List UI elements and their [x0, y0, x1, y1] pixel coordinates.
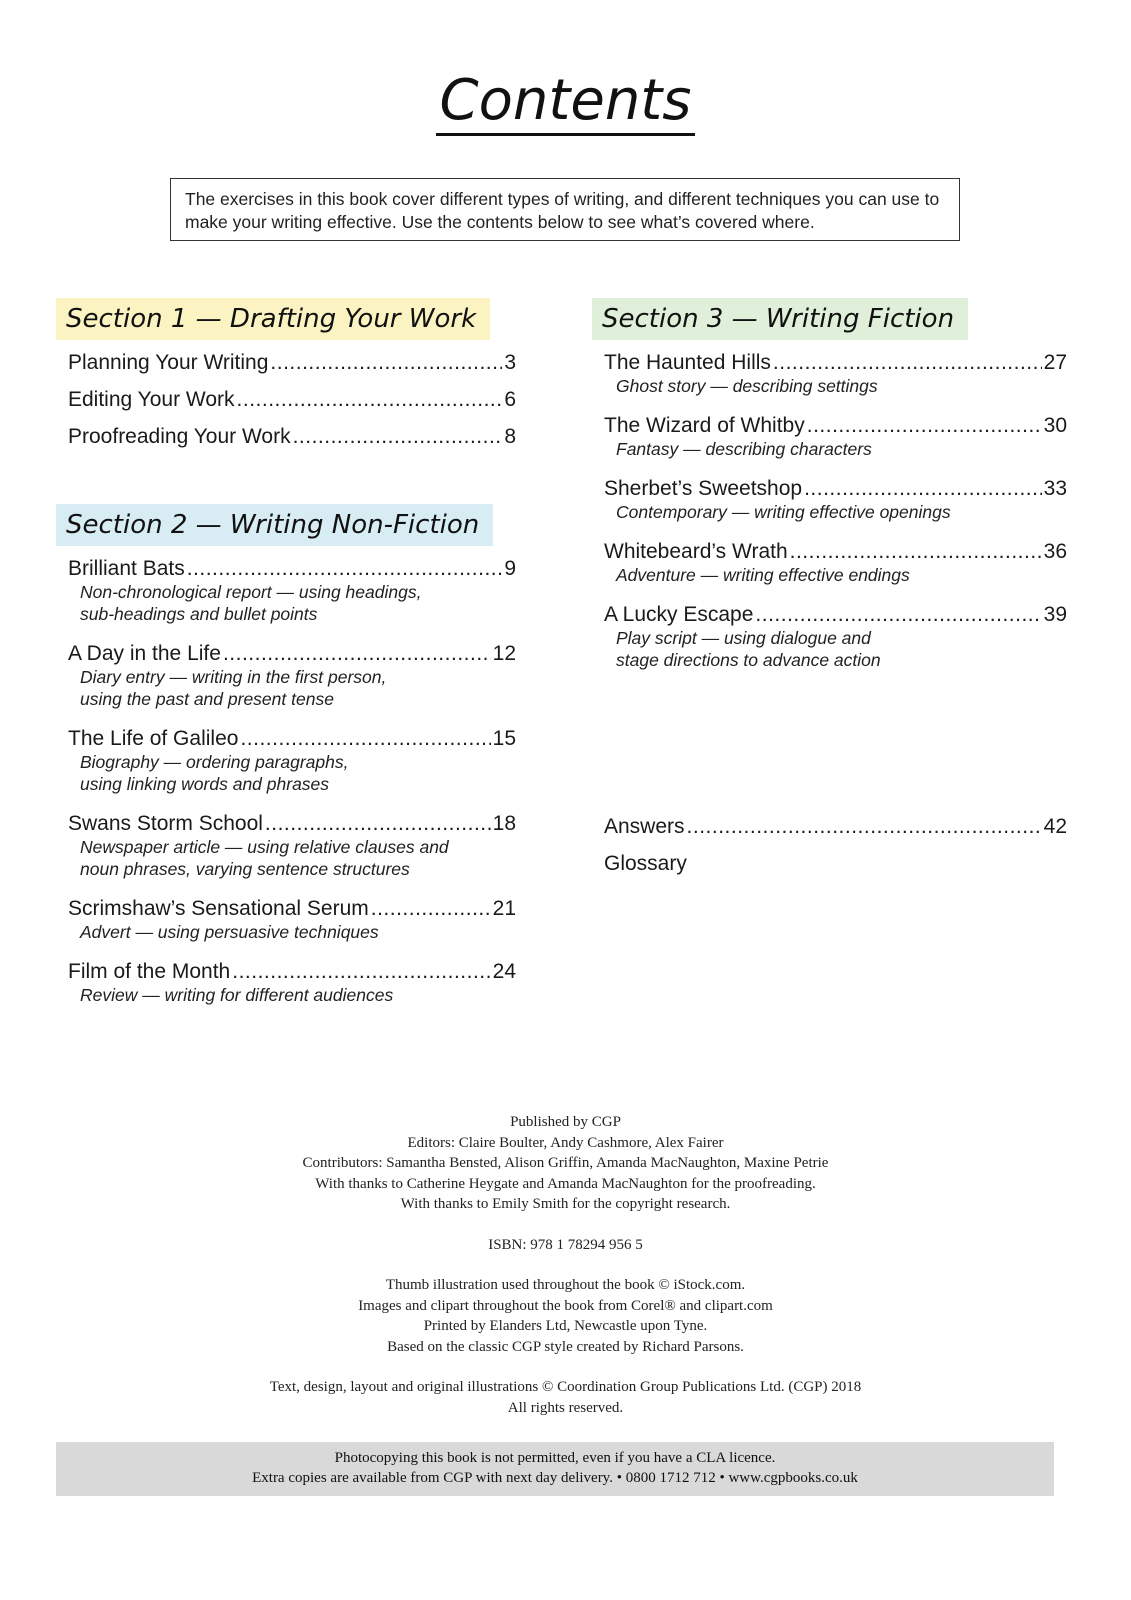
leader-dots — [371, 896, 491, 921]
credits — [0, 1112, 1131, 1418]
entry-description: stage directions to advance action — [616, 650, 881, 670]
toc-entry[interactable]: Whitebeard’s Wrath ..... 36 Adventure — writing effective endings — [604, 539, 1067, 586]
toc-entry[interactable]: The Life of Galileo ..... 15 Biography — ordering paragraphs, using linking words and phrases — [68, 726, 516, 795]
toc-entry[interactable]: A Day in the Life ..... 12 Diary entry — writing in the first person, using the past and present tense — [68, 641, 516, 710]
entry-description: Ghost story — describing settings — [616, 376, 878, 396]
entry-description: Newspaper article — using relative clauses and — [80, 837, 449, 857]
copyright: Text, design, layout and original illustrations © Coordination Group Publications Ltd. (CGP) 2018 — [269, 1379, 862, 1395]
isbn: ISBN: 978 1 78294 956 5 — [488, 1236, 643, 1253]
credit-line: With thanks to Emily Smith for the copyright research. — [400, 1196, 731, 1212]
credit-line: Editors: Claire Boulter, Andy Cashmore, Alex Fairer — [407, 1134, 724, 1151]
entry-description: using the past and present tense — [80, 689, 334, 709]
toc-entry[interactable]: Film of the Month ..... 24 Review — writing for different audiences — [68, 959, 516, 1006]
extras — [592, 814, 1067, 888]
section-3 — [592, 298, 1067, 687]
credit-line: Contributors: Samantha Bensted, Alison Griffin, Amanda MacNaughton, Maxine Petrie — [302, 1155, 829, 1171]
page-title: Contents — [0, 68, 1131, 133]
leader-dots — [265, 811, 491, 836]
entry-description: Diary entry — writing in the first person, — [80, 667, 387, 687]
section-3-heading: Section 3 — Writing Fiction — [592, 298, 968, 340]
entry-description: Adventure — writing effective endings — [616, 565, 910, 585]
leader-dots — [187, 556, 503, 581]
leader-dots — [807, 413, 1042, 438]
rights: All rights reserved. — [507, 1399, 624, 1416]
leader-dots — [293, 424, 503, 449]
credit-line: Based on the classic CGP style created by Richard Parsons. — [387, 1338, 744, 1355]
toc-entry[interactable]: Scrimshaw’s Sensational Serum ..... 21 Advert — using persuasive techniques — [68, 896, 516, 943]
toc-entry[interactable]: Brilliant Bats ..... 9 Non-chronological report — using headings, sub-headings and bullet points — [68, 556, 516, 625]
toc-entry[interactable]: The Haunted Hills ..... 27 Ghost story — describing settings — [604, 350, 1067, 397]
credit-line: Published by CGP — [510, 1114, 621, 1130]
toc-entry[interactable]: Swans Storm School ..... 18 Newspaper article — using relative clauses and noun phrases, varying sentence structures — [68, 811, 516, 880]
entry-description: Non-chronological report — using headings, — [80, 582, 422, 602]
credit-line: Printed by Elanders Ltd, Newcastle upon Tyne. — [423, 1318, 708, 1334]
entry-description: Review — writing for different audiences — [80, 985, 394, 1005]
entry-description: noun phrases, varying sentence structures — [80, 859, 410, 879]
footer-line: Photocopying this book is not permitted, even if you have a CLA licence. — [334, 1450, 776, 1466]
entry-description: using linking words and phrases — [80, 774, 330, 794]
toc-entry[interactable]: Sherbet’s Sweetshop ..... 33 Contemporary — writing effective openings — [604, 476, 1067, 523]
toc-entry[interactable]: Planning Your Writing ..... 3 — [68, 350, 516, 375]
entry-description: sub-headings and bullet points — [80, 604, 318, 624]
credit-line: With thanks to Catherine Heygate and Amanda MacNaughton for the proofreading. — [315, 1175, 816, 1192]
toc-entry[interactable]: The Wizard of Whitby ..... 30 Fantasy — describing characters — [604, 413, 1067, 460]
credit-line: Images and clipart throughout the book from Corel® and clipart.com — [358, 1297, 773, 1314]
entry-description: Advert — using persuasive techniques — [80, 922, 379, 942]
entry-description: Play script — using dialogue and — [616, 628, 871, 648]
section-1-heading: Section 1 — Drafting Your Work — [56, 298, 490, 340]
entry-description: Contemporary — writing effective openings — [616, 502, 951, 522]
footer-line: Extra copies are available from CGP with next day delivery. • 0800 1712 712 • www.cgpbooks.co.uk — [252, 1470, 858, 1486]
toc-entry-glossary[interactable]: Glossary — [604, 852, 687, 875]
toc-entry[interactable]: Proofreading Your Work ..... 8 — [68, 424, 516, 449]
intro-box: The exercises in this book cover different types of writing, and different techniques you can use to make your writing effective. Use the contents below to see what’s covered where. — [170, 178, 960, 241]
toc-entry[interactable]: A Lucky Escape ..... 39 Play script — using dialogue and stage directions to advance action — [604, 602, 1067, 671]
toc-entry-answers[interactable]: Answers ..... 42 — [604, 814, 1067, 839]
leader-dots — [804, 476, 1042, 501]
leader-dots — [240, 726, 490, 751]
leader-dots — [790, 539, 1042, 564]
leader-dots — [687, 814, 1042, 839]
credit-line: Thumb illustration used throughout the book © iStock.com. — [385, 1277, 746, 1293]
toc-entry[interactable]: Editing Your Work ..... 6 — [68, 387, 516, 412]
section-2-heading: Section 2 — Writing Non-Fiction — [56, 504, 493, 546]
section-1 — [56, 298, 516, 461]
footer-banner — [56, 1442, 1054, 1496]
leader-dots — [270, 350, 502, 375]
leader-dots — [223, 641, 491, 666]
leader-dots — [237, 387, 503, 412]
leader-dots — [755, 602, 1041, 627]
leader-dots — [773, 350, 1042, 375]
entry-description: Biography — ordering paragraphs, — [80, 752, 349, 772]
entry-description: Fantasy — describing characters — [616, 439, 872, 459]
leader-dots — [232, 959, 490, 984]
section-2 — [56, 504, 516, 1022]
